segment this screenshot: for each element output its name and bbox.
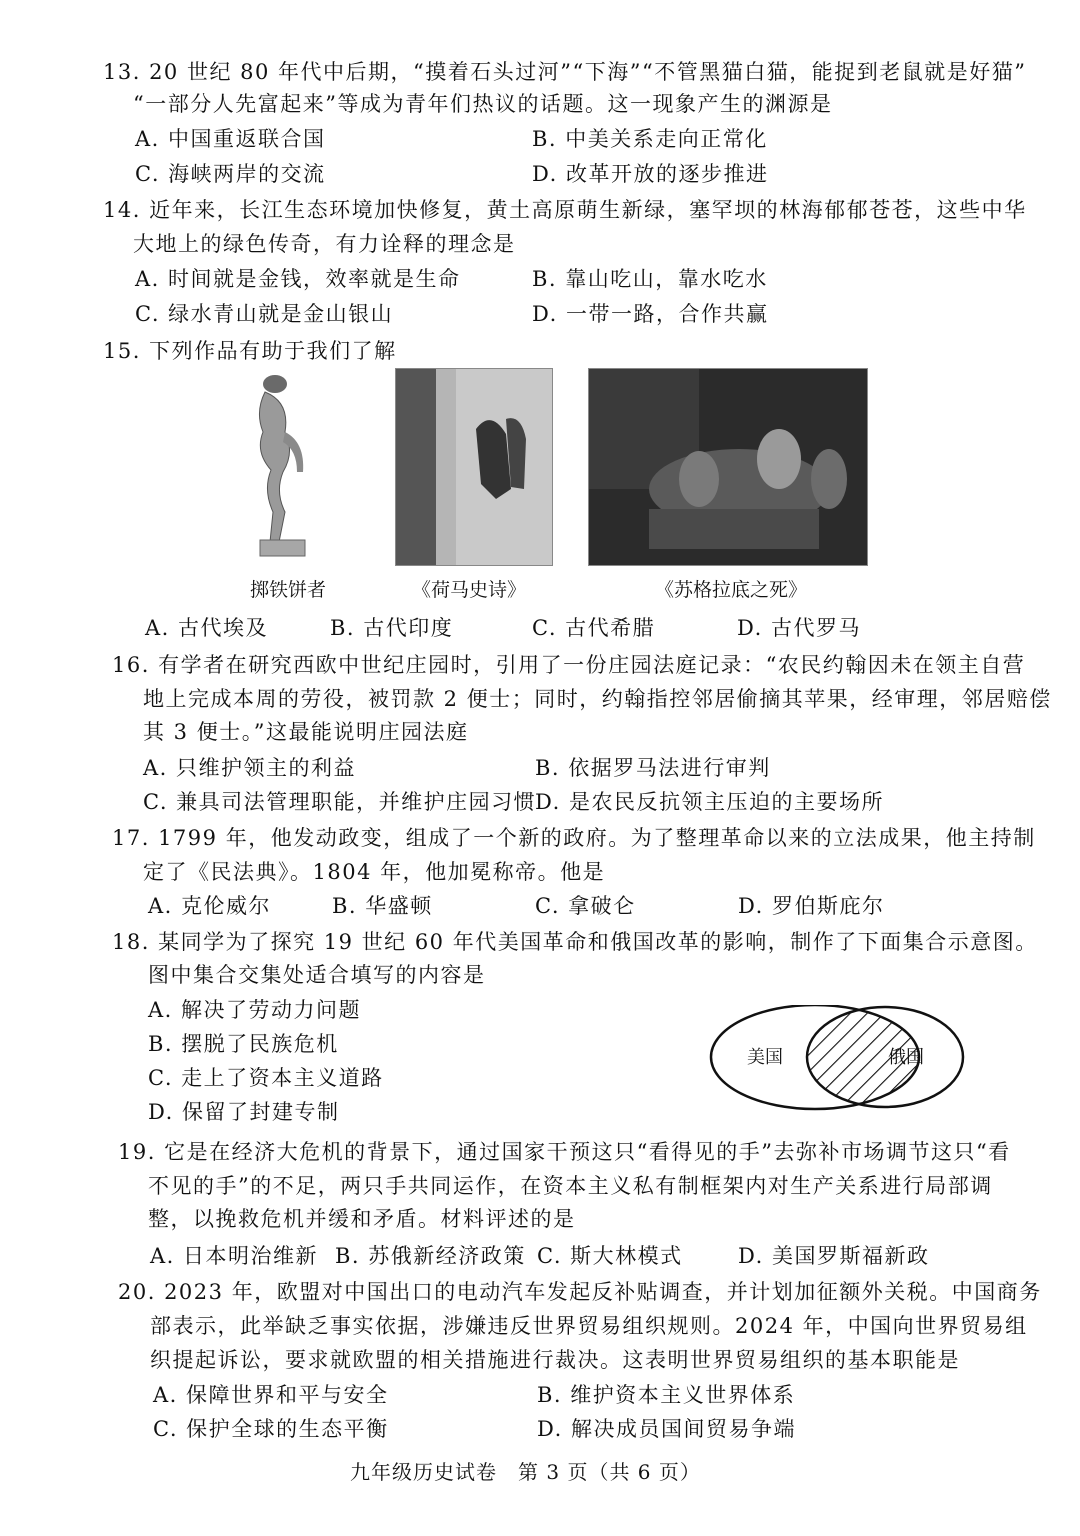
q19-option-a: A. 日本明治维新 <box>150 1244 319 1268</box>
q16-option-b: B. 依据罗马法进行审判 <box>535 756 771 780</box>
q15-option-c: C. 古代希腊 <box>532 616 656 640</box>
q13-option-c: C. 海峡两岸的交流 <box>135 162 326 186</box>
q15-option-a: A. 古代埃及 <box>145 616 269 640</box>
q20-option-b: B. 维护资本主义世界体系 <box>537 1383 796 1407</box>
q17-option-d: D. 罗伯斯庇尔 <box>738 894 885 918</box>
q16-stem-line-2: 地上完成本周的劳役，被罚款 2 便士；同时，约翰指控邻居偷摘其苹果，经审理，邻居赔偿 <box>143 687 1052 711</box>
q19-stem-line-1: 19. 它是在经济大危机的背景下，通过国家干预这只“看得见的手”去弥补市场调节这只“看 <box>118 1140 1011 1164</box>
q17-option-b: B. 华盛顿 <box>332 894 433 918</box>
q19-option-b: B. 苏俄新经济政策 <box>335 1244 526 1268</box>
q19-option-c: C. 斯大林模式 <box>537 1244 683 1268</box>
q13-option-a: A. 中国重返联合国 <box>135 127 326 151</box>
q19-stem-line-2: 不见的手”的不足，两只手共同运作，在资本主义私有制框架内对生产关系进行局部调 <box>148 1174 993 1198</box>
death-of-socrates-painting <box>588 368 868 566</box>
q13-option-b: B. 中美关系走向正常化 <box>532 127 768 151</box>
q20-option-c: C. 保护全球的生态平衡 <box>153 1417 389 1441</box>
caption-discobolus: 掷铁饼者 <box>250 579 327 601</box>
q20-stem-line-1: 20. 2023 年，欧盟对中国出口的电动汽车发起反补贴调查，并计划加征额外关税。中国商务 <box>118 1280 1042 1304</box>
discobolus-statue-photo <box>245 372 330 562</box>
homer-epic-vase-photo <box>395 368 553 566</box>
q14-option-d: D. 一带一路，合作共赢 <box>532 302 769 326</box>
venn-label-right: 俄国 <box>888 1047 924 1068</box>
q15-option-d: D. 古代罗马 <box>737 616 861 640</box>
q14-option-b: B. 靠山吃山，靠水吃水 <box>532 267 768 291</box>
venn-diagram <box>705 1005 970 1117</box>
q18-option-c: C. 走上了资本主义道路 <box>148 1066 384 1090</box>
q18-stem-line-2: 图中集合交集处适合填写的内容是 <box>148 963 486 987</box>
q18-option-d: D. 保留了封建专制 <box>148 1100 340 1124</box>
q13-stem-line-2: “一部分人先富起来”等成为青年们热议的话题。这一现象产生的渊源是 <box>133 92 833 116</box>
q19-option-d: D. 美国罗斯福新政 <box>738 1244 930 1268</box>
q17-option-a: A. 克伦威尔 <box>148 894 272 918</box>
q16-option-d: D. 是农民反抗领主压迫的主要场所 <box>535 790 884 814</box>
q17-option-c: C. 拿破仑 <box>535 894 636 918</box>
q13-stem-line-1: 13. 20 世纪 80 年代中后期，“摸着石头过河”“下海”“不管黑猫白猫，能捉到老鼠就是好猫” <box>103 60 1027 84</box>
q18-stem-line-1: 18. 某同学为了探究 19 世纪 60 年代美国革命和俄国改革的影响，制作了下面集合示意图。 <box>112 930 1038 954</box>
q14-option-c: C. 绿水青山就是金山银山 <box>135 302 394 326</box>
q20-stem-line-3: 织提起诉讼，要求就欧盟的相关措施进行裁决。这表明世界贸易组织的基本职能是 <box>150 1348 960 1372</box>
q16-option-a: A. 只维护领主的利益 <box>143 756 357 780</box>
q20-option-a: A. 保障世界和平与安全 <box>153 1383 389 1407</box>
q20-stem-line-2: 部表示，此举缺乏事实依据，涉嫌违反世界贸易组织规则。2024 年，中国向世界贸易组 <box>150 1314 1028 1338</box>
caption-death-of-socrates: 《苏格拉底之死》 <box>655 579 808 601</box>
page-footer: 九年级历史试卷 第 3 页（共 6 页） <box>350 1460 701 1484</box>
q17-stem-line-1: 17. 1799 年，他发动政变，组成了一个新的政府。为了整理革命以来的立法成果，他主持制 <box>112 826 1036 850</box>
q15-stem: 15. 下列作品有助于我们了解 <box>103 339 397 363</box>
q14-option-a: A. 时间就是金钱，效率就是生命 <box>135 267 461 291</box>
q16-stem-line-1: 16. 有学者在研究西欧中世纪庄园时，引用了一份庄园法庭记录：“农民约翰因未在领主自营 <box>112 653 1026 677</box>
q16-stem-line-3: 其 3 便士。”这最能说明庄园法庭 <box>143 720 469 744</box>
q14-stem-line-2: 大地上的绿色传奇，有力诠释的理念是 <box>133 232 516 256</box>
venn-label-left: 美国 <box>747 1047 783 1068</box>
q13-option-d: D. 改革开放的逐步推进 <box>532 162 769 186</box>
q15-option-b: B. 古代印度 <box>330 616 454 640</box>
q18-option-b: B. 摆脱了民族危机 <box>148 1032 339 1056</box>
q19-stem-line-3: 整，以挽救危机并缓和矛盾。材料评述的是 <box>148 1207 576 1231</box>
q17-stem-line-2: 定了《民法典》。1804 年，他加冕称帝。他是 <box>143 860 606 884</box>
caption-homer-epic: 《荷马史诗》 <box>412 579 527 601</box>
q18-option-a: A. 解决了劳动力问题 <box>148 998 362 1022</box>
q20-option-d: D. 解决成员国间贸易争端 <box>537 1417 796 1441</box>
q16-option-c: C. 兼具司法管理职能，并维护庄园习惯 <box>143 790 537 814</box>
q14-stem-line-1: 14. 近年来，长江生态环境加快修复，黄土高原萌生新绿，塞罕坝的林海郁郁苍苍，这些中华 <box>103 198 1027 222</box>
